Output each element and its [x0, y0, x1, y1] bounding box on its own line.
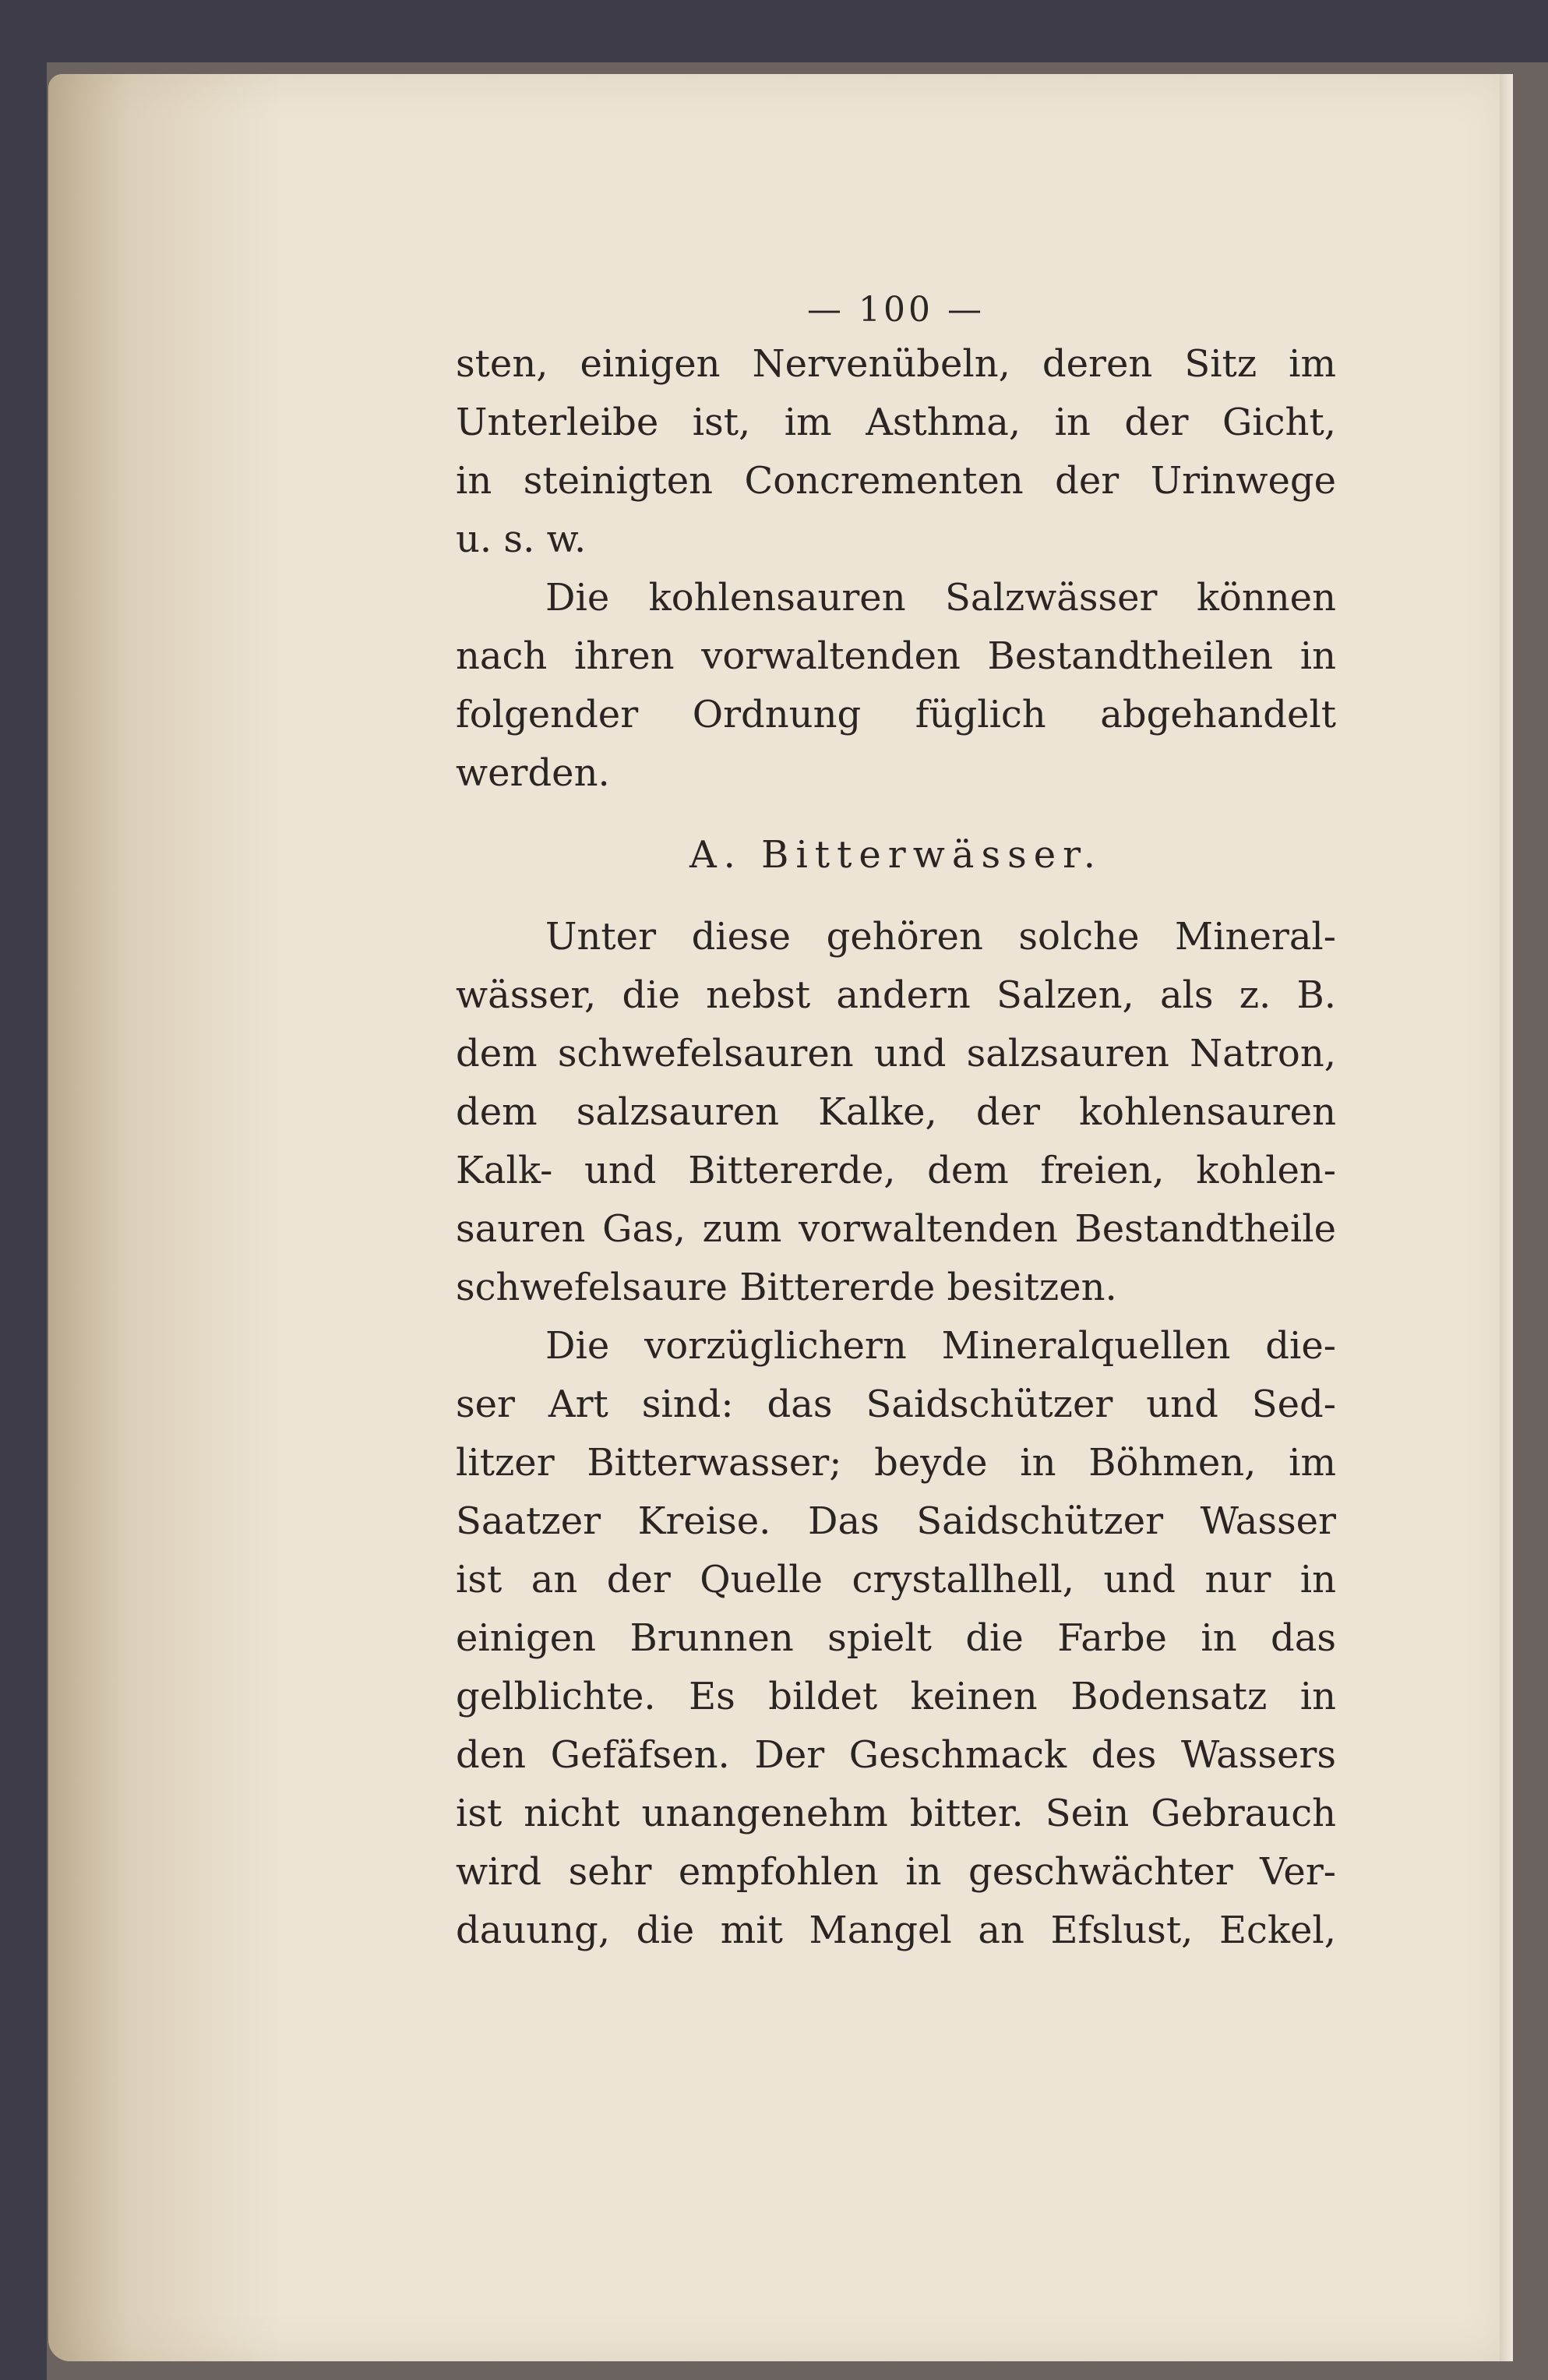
text-line: Saatzer Kreise. Das Saidschützer Wasser — [456, 1499, 1336, 1543]
text-line: Die vorzüglichern Mineralquellen die- — [545, 1324, 1336, 1368]
text-line: wässer, die nebst andern Salzen, als z. B. — [456, 973, 1336, 1017]
text-line: Unterleibe ist, im Asthma, in der Gicht, — [456, 401, 1336, 444]
text-line: wird sehr empfohlen in geschwächter Ver- — [456, 1850, 1336, 1894]
page-edge-discoloration — [48, 74, 282, 2361]
text-line: ser Art sind: das Saidschützer und Sed- — [456, 1382, 1336, 1426]
text-line: dauung, die mit Mangel an Efslust, Eckel, — [456, 1909, 1336, 1952]
text-line: werden. — [456, 751, 610, 795]
text-line: schwefelsaure Bittererde besitzen. — [456, 1266, 1117, 1309]
page-number-header: — 100 — — [807, 290, 985, 330]
text-line: den Gefäfsen. Der Geschmack des Wassers — [456, 1733, 1336, 1777]
text-line: nach ihren vorwaltenden Bestandtheilen in — [456, 634, 1336, 678]
text-line: Kalk- und Bittererde, dem freien, kohlen- — [456, 1149, 1336, 1192]
page-right-edge — [1500, 74, 1513, 2361]
text-line: sauren Gas, zum vorwaltenden Bestandtheile — [456, 1207, 1336, 1251]
text-line: ist nicht unangenehm bitter. Sein Gebrauch — [456, 1792, 1336, 1835]
text-line: einigen Brunnen spielt die Farbe in das — [456, 1616, 1336, 1660]
text-line: folgender Ordnung füglich abgehandelt — [456, 693, 1336, 736]
text-line: Unter diese gehören solche Mineral- — [545, 915, 1336, 959]
text-line: u. s. w. — [456, 517, 587, 561]
text-line: Die kohlensauren Salzwässer können — [545, 576, 1336, 620]
text-line: dem schwefelsauren und salzsauren Natron, — [456, 1032, 1336, 1075]
text-line: gelblichte. Es bildet keinen Bodensatz in — [456, 1675, 1336, 1718]
body-text — [456, 335, 1336, 1960]
text-line: in steinigten Concrementen der Urinwege — [456, 459, 1336, 503]
text-line: sten, einigen Nervenübeln, deren Sitz im — [456, 342, 1336, 386]
text-line: ist an der Quelle crystallhell, und nur in — [456, 1558, 1336, 1601]
section-heading: A. Bitterwässer. — [689, 833, 1103, 877]
text-line: litzer Bitterwasser; beyde in Böhmen, im — [456, 1441, 1336, 1485]
text-line: dem salzsauren Kalke, der kohlensauren — [456, 1090, 1336, 1134]
